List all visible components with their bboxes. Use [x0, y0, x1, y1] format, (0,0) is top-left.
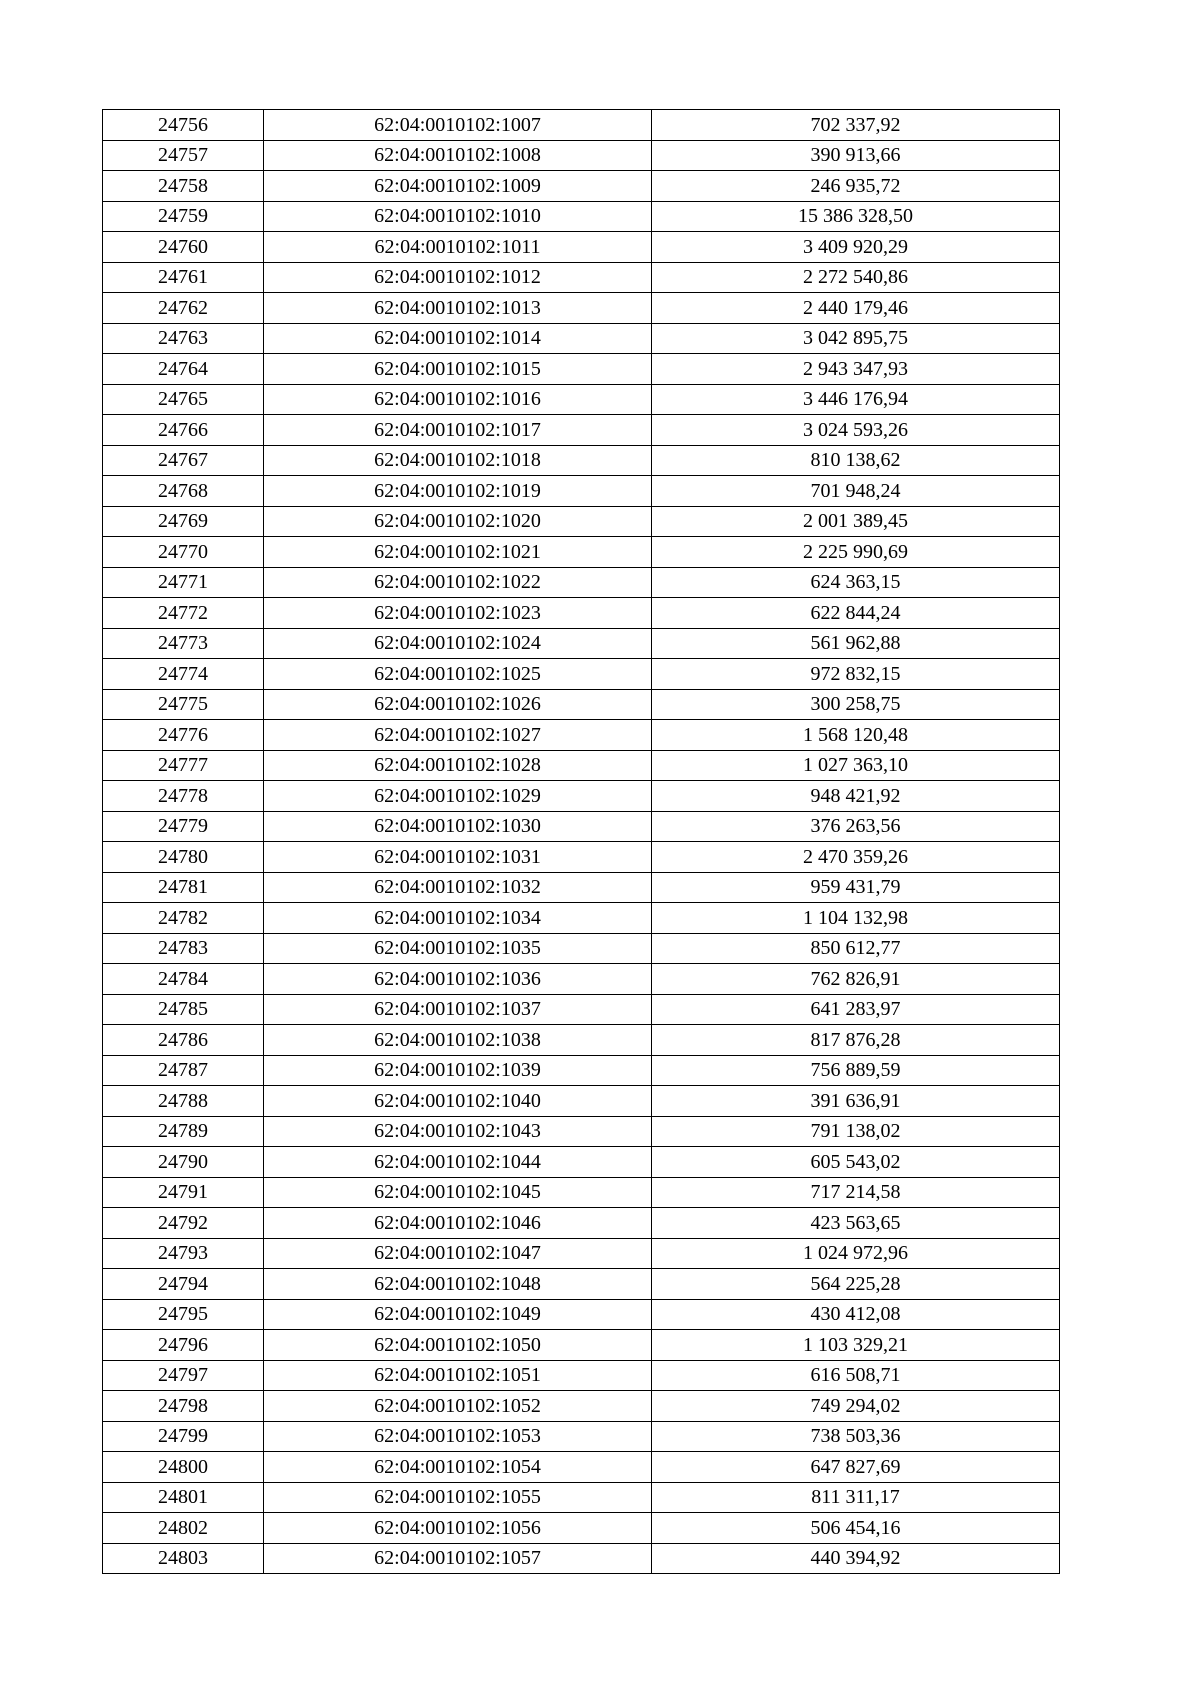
table-row	[103, 1330, 1060, 1361]
cadastral-number-cell: 62:04:0010102:1038	[264, 1025, 652, 1056]
cadastral-number-cell: 62:04:0010102:1029	[264, 781, 652, 812]
table-row	[103, 201, 1060, 232]
cadastral-value-cell: 3 409 920,29	[652, 232, 1060, 263]
cadastral-value-cell: 1 568 120,48	[652, 720, 1060, 751]
cadastral-value-cell: 624 363,15	[652, 567, 1060, 598]
row-number-cell: 24770	[103, 537, 264, 568]
cadastral-number-cell: 62:04:0010102:1021	[264, 537, 652, 568]
row-number-cell: 24773	[103, 628, 264, 659]
table-row	[103, 1238, 1060, 1269]
cadastral-number-cell: 62:04:0010102:1012	[264, 262, 652, 293]
cadastral-value-cell: 2 272 540,86	[652, 262, 1060, 293]
cadastral-value-cell: 390 913,66	[652, 140, 1060, 171]
cadastral-value-cell: 1 024 972,96	[652, 1238, 1060, 1269]
cadastral-value-cell: 391 636,91	[652, 1086, 1060, 1117]
table-row	[103, 842, 1060, 873]
table-row	[103, 323, 1060, 354]
cadastral-number-cell: 62:04:0010102:1049	[264, 1299, 652, 1330]
row-number-cell: 24787	[103, 1055, 264, 1086]
table-row	[103, 933, 1060, 964]
cadastral-number-cell: 62:04:0010102:1050	[264, 1330, 652, 1361]
row-number-cell: 24800	[103, 1452, 264, 1483]
row-number-cell: 24796	[103, 1330, 264, 1361]
cadastral-value-cell: 972 832,15	[652, 659, 1060, 690]
row-number-cell: 24778	[103, 781, 264, 812]
table-row	[103, 1177, 1060, 1208]
table-body	[103, 110, 1060, 1574]
row-number-cell: 24768	[103, 476, 264, 507]
row-number-cell: 24782	[103, 903, 264, 934]
cadastral-number-cell: 62:04:0010102:1023	[264, 598, 652, 629]
cadastral-value-cell: 2 943 347,93	[652, 354, 1060, 385]
table-row	[103, 537, 1060, 568]
table-row	[103, 1391, 1060, 1422]
cadastral-value-cell: 647 827,69	[652, 1452, 1060, 1483]
row-number-cell: 24792	[103, 1208, 264, 1239]
cadastral-value-cell: 605 543,02	[652, 1147, 1060, 1178]
cadastral-value-cell: 564 225,28	[652, 1269, 1060, 1300]
table-row	[103, 1116, 1060, 1147]
cadastral-value-cell: 850 612,77	[652, 933, 1060, 964]
cadastral-value-cell: 3 024 593,26	[652, 415, 1060, 446]
row-number-cell: 24795	[103, 1299, 264, 1330]
table-row	[103, 140, 1060, 171]
cadastral-number-cell: 62:04:0010102:1052	[264, 1391, 652, 1422]
row-number-cell: 24777	[103, 750, 264, 781]
table-row	[103, 1025, 1060, 1056]
cadastral-number-cell: 62:04:0010102:1022	[264, 567, 652, 598]
row-number-cell: 24758	[103, 171, 264, 202]
row-number-cell: 24767	[103, 445, 264, 476]
cadastral-value-cell: 2 225 990,69	[652, 537, 1060, 568]
cadastral-value-cell: 246 935,72	[652, 171, 1060, 202]
cadastral-value-table	[102, 109, 1060, 1574]
cadastral-value-cell: 616 508,71	[652, 1360, 1060, 1391]
table-row	[103, 689, 1060, 720]
cadastral-number-cell: 62:04:0010102:1035	[264, 933, 652, 964]
table-row	[103, 506, 1060, 537]
table-row	[103, 1482, 1060, 1513]
row-number-cell: 24765	[103, 384, 264, 415]
cadastral-value-cell: 15 386 328,50	[652, 201, 1060, 232]
row-number-cell: 24769	[103, 506, 264, 537]
cadastral-value-cell: 717 214,58	[652, 1177, 1060, 1208]
cadastral-value-cell: 300 258,75	[652, 689, 1060, 720]
row-number-cell: 24780	[103, 842, 264, 873]
row-number-cell: 24802	[103, 1513, 264, 1544]
cadastral-number-cell: 62:04:0010102:1037	[264, 994, 652, 1025]
row-number-cell: 24772	[103, 598, 264, 629]
cadastral-number-cell: 62:04:0010102:1031	[264, 842, 652, 873]
table-row	[103, 567, 1060, 598]
row-number-cell: 24779	[103, 811, 264, 842]
cadastral-value-cell: 948 421,92	[652, 781, 1060, 812]
cadastral-number-cell: 62:04:0010102:1028	[264, 750, 652, 781]
row-number-cell: 24789	[103, 1116, 264, 1147]
table-row	[103, 476, 1060, 507]
table-row	[103, 628, 1060, 659]
row-number-cell: 24801	[103, 1482, 264, 1513]
cadastral-value-cell: 701 948,24	[652, 476, 1060, 507]
row-number-cell: 24793	[103, 1238, 264, 1269]
cadastral-number-cell: 62:04:0010102:1045	[264, 1177, 652, 1208]
cadastral-number-cell: 62:04:0010102:1032	[264, 872, 652, 903]
row-number-cell: 24788	[103, 1086, 264, 1117]
row-number-cell: 24794	[103, 1269, 264, 1300]
cadastral-value-cell: 3 446 176,94	[652, 384, 1060, 415]
table-row	[103, 415, 1060, 446]
cadastral-number-cell: 62:04:0010102:1026	[264, 689, 652, 720]
row-number-cell: 24803	[103, 1543, 264, 1574]
cadastral-number-cell: 62:04:0010102:1016	[264, 384, 652, 415]
table-row	[103, 964, 1060, 995]
cadastral-value-cell: 1 027 363,10	[652, 750, 1060, 781]
table-row	[103, 354, 1060, 385]
table-row	[103, 872, 1060, 903]
cadastral-value-cell: 423 563,65	[652, 1208, 1060, 1239]
cadastral-number-cell: 62:04:0010102:1017	[264, 415, 652, 446]
cadastral-number-cell: 62:04:0010102:1046	[264, 1208, 652, 1239]
table-row	[103, 384, 1060, 415]
cadastral-number-cell: 62:04:0010102:1048	[264, 1269, 652, 1300]
row-number-cell: 24761	[103, 262, 264, 293]
cadastral-number-cell: 62:04:0010102:1055	[264, 1482, 652, 1513]
row-number-cell: 24784	[103, 964, 264, 995]
cadastral-value-cell: 561 962,88	[652, 628, 1060, 659]
cadastral-number-cell: 62:04:0010102:1013	[264, 293, 652, 324]
cadastral-number-cell: 62:04:0010102:1044	[264, 1147, 652, 1178]
cadastral-number-cell: 62:04:0010102:1054	[264, 1452, 652, 1483]
cadastral-number-cell: 62:04:0010102:1036	[264, 964, 652, 995]
row-number-cell: 24766	[103, 415, 264, 446]
cadastral-number-cell: 62:04:0010102:1040	[264, 1086, 652, 1117]
cadastral-value-cell: 791 138,02	[652, 1116, 1060, 1147]
row-number-cell: 24799	[103, 1421, 264, 1452]
cadastral-number-cell: 62:04:0010102:1024	[264, 628, 652, 659]
cadastral-number-cell: 62:04:0010102:1015	[264, 354, 652, 385]
row-number-cell: 24760	[103, 232, 264, 263]
cadastral-value-cell: 749 294,02	[652, 1391, 1060, 1422]
cadastral-value-cell: 810 138,62	[652, 445, 1060, 476]
cadastral-number-cell: 62:04:0010102:1020	[264, 506, 652, 537]
table-row	[103, 1299, 1060, 1330]
cadastral-value-cell: 959 431,79	[652, 872, 1060, 903]
cadastral-value-cell: 702 337,92	[652, 110, 1060, 141]
cadastral-value-cell: 2 001 389,45	[652, 506, 1060, 537]
cadastral-value-cell: 2 470 359,26	[652, 842, 1060, 873]
row-number-cell: 24762	[103, 293, 264, 324]
table-row	[103, 1269, 1060, 1300]
cadastral-number-cell: 62:04:0010102:1056	[264, 1513, 652, 1544]
cadastral-value-cell: 440 394,92	[652, 1543, 1060, 1574]
row-number-cell: 24785	[103, 994, 264, 1025]
cadastral-value-cell: 811 311,17	[652, 1482, 1060, 1513]
table-row	[103, 720, 1060, 751]
row-number-cell: 24786	[103, 1025, 264, 1056]
row-number-cell: 24775	[103, 689, 264, 720]
cadastral-number-cell: 62:04:0010102:1019	[264, 476, 652, 507]
row-number-cell: 24757	[103, 140, 264, 171]
cadastral-number-cell: 62:04:0010102:1030	[264, 811, 652, 842]
table-row	[103, 293, 1060, 324]
cadastral-number-cell: 62:04:0010102:1053	[264, 1421, 652, 1452]
cadastral-number-cell: 62:04:0010102:1008	[264, 140, 652, 171]
row-number-cell: 24776	[103, 720, 264, 751]
cadastral-value-cell: 376 263,56	[652, 811, 1060, 842]
table-row	[103, 1421, 1060, 1452]
row-number-cell: 24759	[103, 201, 264, 232]
table-row	[103, 750, 1060, 781]
table-row	[103, 1452, 1060, 1483]
table-row	[103, 445, 1060, 476]
cadastral-number-cell: 62:04:0010102:1043	[264, 1116, 652, 1147]
table-row	[103, 659, 1060, 690]
cadastral-number-cell: 62:04:0010102:1039	[264, 1055, 652, 1086]
row-number-cell: 24797	[103, 1360, 264, 1391]
row-number-cell: 24798	[103, 1391, 264, 1422]
table-row	[103, 262, 1060, 293]
cadastral-value-cell: 2 440 179,46	[652, 293, 1060, 324]
table-row	[103, 903, 1060, 934]
cadastral-number-cell: 62:04:0010102:1011	[264, 232, 652, 263]
row-number-cell: 24764	[103, 354, 264, 385]
table-row	[103, 1513, 1060, 1544]
cadastral-number-cell: 62:04:0010102:1018	[264, 445, 652, 476]
cadastral-number-cell: 62:04:0010102:1047	[264, 1238, 652, 1269]
cadastral-value-cell: 817 876,28	[652, 1025, 1060, 1056]
cadastral-value-cell: 430 412,08	[652, 1299, 1060, 1330]
cadastral-value-cell: 1 103 329,21	[652, 1330, 1060, 1361]
row-number-cell: 24790	[103, 1147, 264, 1178]
cadastral-value-cell: 738 503,36	[652, 1421, 1060, 1452]
cadastral-value-cell: 1 104 132,98	[652, 903, 1060, 934]
table-row	[103, 1360, 1060, 1391]
cadastral-number-cell: 62:04:0010102:1027	[264, 720, 652, 751]
cadastral-number-cell: 62:04:0010102:1010	[264, 201, 652, 232]
row-number-cell: 24783	[103, 933, 264, 964]
table-row	[103, 1147, 1060, 1178]
row-number-cell: 24774	[103, 659, 264, 690]
cadastral-number-cell: 62:04:0010102:1025	[264, 659, 652, 690]
cadastral-value-cell: 622 844,24	[652, 598, 1060, 629]
table-row	[103, 994, 1060, 1025]
row-number-cell: 24763	[103, 323, 264, 354]
row-number-cell: 24771	[103, 567, 264, 598]
cadastral-value-cell: 756 889,59	[652, 1055, 1060, 1086]
cadastral-number-cell: 62:04:0010102:1014	[264, 323, 652, 354]
table-row	[103, 110, 1060, 141]
table-row	[103, 598, 1060, 629]
cadastral-number-cell: 62:04:0010102:1051	[264, 1360, 652, 1391]
table-row	[103, 781, 1060, 812]
table-row	[103, 1543, 1060, 1574]
cadastral-value-cell: 762 826,91	[652, 964, 1060, 995]
cadastral-number-cell: 62:04:0010102:1009	[264, 171, 652, 202]
cadastral-number-cell: 62:04:0010102:1034	[264, 903, 652, 934]
table-row	[103, 171, 1060, 202]
cadastral-value-cell: 506 454,16	[652, 1513, 1060, 1544]
row-number-cell: 24781	[103, 872, 264, 903]
table-row	[103, 1055, 1060, 1086]
cadastral-number-cell: 62:04:0010102:1007	[264, 110, 652, 141]
table-row	[103, 1208, 1060, 1239]
cadastral-number-cell: 62:04:0010102:1057	[264, 1543, 652, 1574]
table-row	[103, 232, 1060, 263]
row-number-cell: 24791	[103, 1177, 264, 1208]
cadastral-value-cell: 3 042 895,75	[652, 323, 1060, 354]
cadastral-value-cell: 641 283,97	[652, 994, 1060, 1025]
row-number-cell: 24756	[103, 110, 264, 141]
table-row	[103, 1086, 1060, 1117]
table-row	[103, 811, 1060, 842]
